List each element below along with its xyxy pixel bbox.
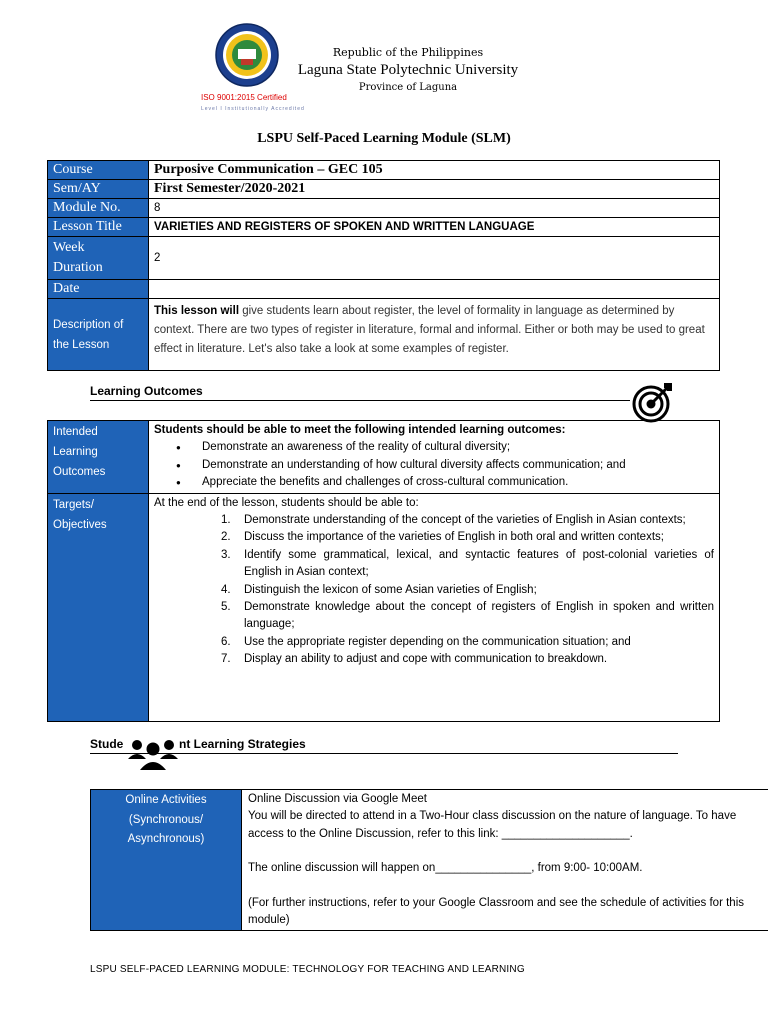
targets-label: [48, 493, 149, 721]
module-label: Module No.: [48, 199, 149, 218]
target-item: 7. Display an ability to adjust and cope with communication to breakdown.: [221, 653, 608, 666]
date-label: Date: [48, 280, 149, 299]
desc-rest: learn about register, the level of formality in language as determined by context. There are two types of register in literature, formal and informal. Either or both may be used to great effect in literature. Let's also take a look at some examples of register.: [154, 305, 705, 355]
online-label-line3: Asynchronous): [127, 833, 205, 845]
strategy-line: module): [248, 914, 290, 927]
duration-label: Duration: [53, 260, 103, 275]
ilo-label-line2: Learning: [53, 446, 98, 458]
lesson-title-label: Lesson Title: [48, 218, 149, 237]
module-title: LSPU Self-Paced Learning Module (SLM): [257, 131, 511, 146]
ilo-item: ● Demonstrate an awareness of the reality of cultural diversity;: [154, 439, 714, 456]
ilo-label-line3: Outcomes: [53, 466, 106, 478]
course-info-table: [47, 160, 720, 371]
ilo-item: ● Demonstrate an understanding of how cultural diversity affects communication; and: [154, 457, 714, 474]
target-icon: [631, 380, 675, 424]
strategy-line: You will be directed to attend in a Two-Hour class discussion on the nature of language. To have: [248, 810, 737, 823]
week-label: Week: [53, 240, 85, 255]
module-value: 8: [149, 199, 720, 218]
sem-value: First Semester/2020-2021: [149, 180, 720, 199]
desc-bold-1: This lesson: [154, 305, 218, 317]
ilo-content: [149, 421, 720, 494]
target-item: 5. Demonstrate knowledge about the concept of registers of English in spoken and written language;: [221, 601, 714, 631]
targets-intro: At the end of the lesson, students should be able to:: [154, 496, 419, 509]
week-duration-label: [48, 237, 149, 280]
target-item: 6. Use the appropriate register depending on the communication situation; and: [221, 635, 631, 648]
online-label-line2: (Synchronous/: [128, 813, 204, 826]
header-province: Province of Laguna: [358, 82, 458, 93]
desc-plain-1: give students: [239, 305, 314, 317]
strategy-line: Online Discussion via Google Meet: [248, 793, 427, 805]
strategies-heading-b: nt Learning Strategies: [179, 737, 306, 751]
week-value: 2: [149, 237, 720, 280]
date-value: [149, 280, 720, 299]
learning-outcomes-rule: [90, 400, 630, 401]
description-label: [48, 299, 149, 371]
targets-label-line2: Objectives: [53, 518, 107, 531]
strategies-heading-a: Stude: [90, 737, 124, 751]
target-item: 2. Discuss the importance of the varieties of English in both oral and written contexts;: [221, 531, 664, 544]
online-activities-label: [91, 790, 242, 931]
header-university: Laguna State Polytechnic University: [297, 62, 519, 78]
strategies-table: [90, 789, 768, 931]
course-label: Course: [48, 161, 149, 180]
strategy-line: The online discussion will happen on_______________, from 9:00- 10:00AM.: [248, 862, 643, 875]
desc-bold-2: will: [220, 305, 240, 317]
course-value: Purposive Communication – GEC 105: [149, 161, 720, 180]
ilo-label: [48, 421, 149, 494]
outcomes-table: [47, 420, 720, 722]
sem-label: Sem/AY: [48, 180, 149, 199]
target-item: 4. Distinguish the lexicon of some Asian varieties of English;: [221, 583, 537, 596]
online-label-line1: Online Activities: [125, 794, 207, 806]
page-footer: LSPU SELF-PACED LEARNING MODULE: TECHNOLOGY FOR TEACHING AND LEARNING: [90, 964, 525, 975]
header-republic: Republic of the Philippines: [332, 46, 484, 59]
ilo-intro: Students should be able to meet the following intended learning outcomes:: [154, 424, 566, 436]
group-people-icon: [127, 735, 179, 771]
iso-certification: ISO 9001:2015 Certified: [201, 93, 287, 102]
description-label-line1: Description of: [53, 318, 124, 331]
targets-label-line1: Targets/: [53, 498, 94, 511]
online-activities-content: [242, 790, 768, 931]
description-label-line2: the Lesson: [53, 338, 110, 351]
iso-subtext: Level I Institutionally Accredited: [201, 106, 305, 112]
strategy-line: access to the Online Discussion, refer to this link: ____________________.: [248, 827, 633, 840]
target-item: 1. Demonstrate understanding of the concept of the varieties of English in Asian contexts;: [221, 514, 686, 527]
targets-content: [149, 493, 720, 721]
lesson-title-value: VARIETIES AND REGISTERS OF SPOKEN AND WRITTEN LANGUAGE: [149, 218, 720, 237]
learning-outcomes-heading: Learning Outcomes: [90, 384, 203, 398]
ilo-label-line1: Intended: [53, 426, 98, 438]
ilo-item: ● Appreciate the benefits and challenges of cross-cultural communication.: [154, 474, 714, 491]
target-item: 3. Identify some grammatical, lexical, and syntactic features of post-colonial varieties of English in Asian context;: [221, 548, 714, 579]
strategy-line: (For further instructions, refer to your Google Classroom and see the schedule of activities for this: [248, 896, 744, 909]
lesson-description: [149, 299, 720, 371]
